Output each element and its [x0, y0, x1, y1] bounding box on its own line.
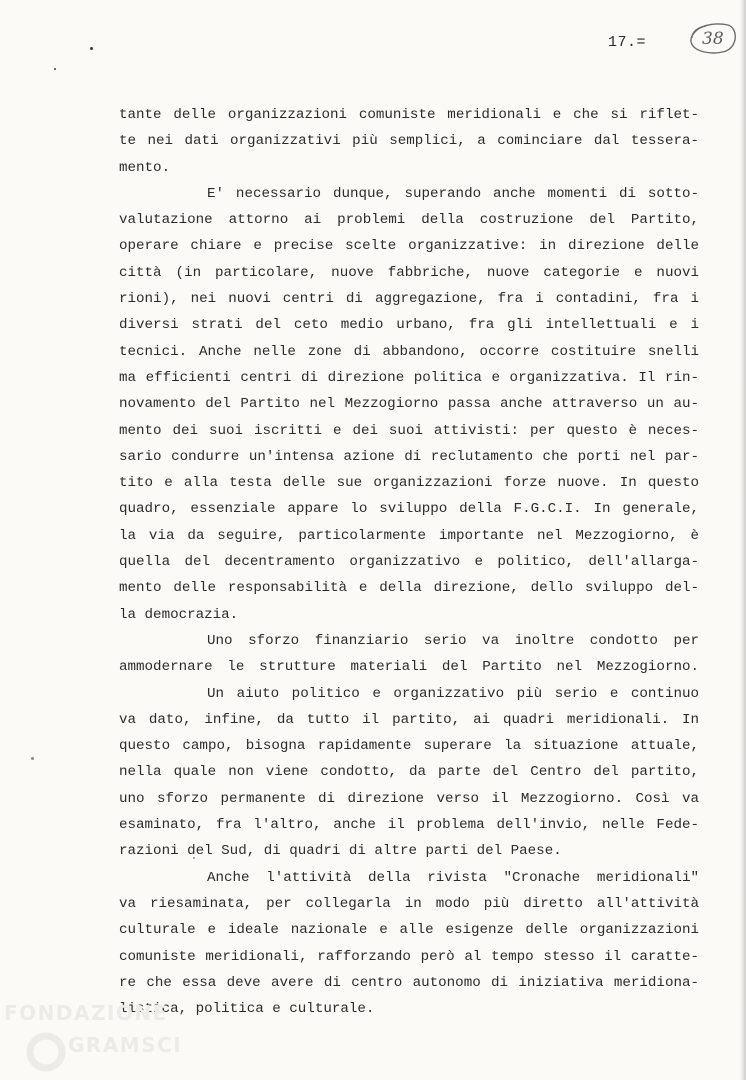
- text-line: nella quale non viene condotto, da parte del Centro del partito,: [119, 764, 699, 781]
- text-line: tante delle organizzazioni comuniste meridionali e che si riflet-: [119, 107, 699, 123]
- text-line: te nei dati organizzativi più semplici, a cominciare dal tessera-: [119, 133, 699, 150]
- text-line: la democrazia.: [119, 606, 239, 623]
- text-line: diversi strati del ceto medio urbano, fra gli intellettuali e i: [119, 317, 699, 334]
- text-line: razioni del Sud, di quadri di altre parti del Paese.: [119, 843, 562, 860]
- text-line: mento.: [119, 159, 171, 176]
- typed-text-body: [119, 102, 699, 1022]
- text-line: mento delle responsabilità e della direzione, dello sviluppo del-: [119, 580, 699, 597]
- text-line: va dato, infine, da tutto il partito, ai quadri meridionali. In: [119, 711, 699, 728]
- text-line: re che essa deve avere di centro autonomo di iniziativa meridiona-: [119, 974, 699, 991]
- text-line: esaminato, fra l'altro, anche il problema dell'invio, nelle Fede-: [119, 817, 699, 834]
- text-line: la via da seguire, particolarmente importante nel Mezzogiorno, è: [119, 527, 699, 544]
- text-line: tecnici. Anche nelle zone di abbandono, occorre costituire snelli: [119, 343, 699, 360]
- watermark-line-1: FONDAZIONE: [4, 1001, 168, 1025]
- text-line: uno sforzo permanente di direzione verso il Mezzogiorno. Così va: [119, 790, 699, 807]
- text-line: quadro, essenziale appare lo sviluppo della F.G.C.I. In generale,: [119, 501, 699, 518]
- text-line: listica, politica e culturale.: [119, 1001, 375, 1018]
- text-line: culturale e ideale nazionale e alle esigenze delle organizzazioni: [119, 922, 699, 939]
- handwritten-page-number: [686, 20, 738, 56]
- ink-speck: [54, 68, 56, 70]
- ink-speck: [31, 757, 34, 760]
- text-line: rioni), nei nuovi centri di aggregazione, fra i contadini, fra i: [119, 291, 699, 308]
- text-line: va riesaminata, per collegarla in modo più diretto all'attività: [119, 895, 699, 912]
- page-edge-shadow: [740, 0, 746, 1080]
- watermark-logo-mark: [30, 1036, 62, 1068]
- text-line: Anche l'attività della rivista "Cronache meridionali": [207, 869, 699, 886]
- ink-speck: [90, 47, 93, 50]
- text-line: mento dei suoi iscritti e dei suoi attivisti: per questo è neces-: [119, 422, 699, 439]
- text-line: novamento del Partito nel Mezzogiorno passa anche attraverso un au-: [119, 396, 699, 413]
- text-line: tito e alla testa delle sue organizzazioni forze nuove. In questo: [119, 475, 699, 492]
- text-line: sario condurre un'intensa azione di reclutamento che porti nel par-: [119, 448, 699, 465]
- text-line: città (in particolare, nuove fabbriche, nuove categorie e nuovi: [119, 264, 699, 281]
- page-number: 17.=: [608, 34, 647, 51]
- text-line: ammodernare le strutture materiali del Partito nel Mezzogiorno.: [119, 659, 699, 676]
- text-line: comuniste meridionali, rafforzando però al tempo stesso il caratte-: [119, 948, 699, 965]
- text-line: questo campo, bisogna rapidamente superare la situazione attuale,: [119, 738, 699, 755]
- text-line: valutazione attorno ai problemi della costruzione del Partito,: [119, 212, 699, 229]
- text-line: Uno sforzo finanziario serio va inoltre condotto per: [207, 632, 699, 649]
- watermark-line-2: GRAMSCI: [68, 1033, 183, 1057]
- text-line: Un aiuto politico e organizzativo più serio e continuo: [207, 685, 699, 702]
- text-line: E' necessario dunque, superando anche momenti di sotto-: [207, 185, 699, 202]
- text-line: operare chiare e precise scelte organizzative: in direzione delle: [119, 238, 699, 255]
- text-line: ma efficienti centri di direzione politica e organizzativa. Il rin-: [119, 369, 699, 386]
- handwritten-number-text: 38: [702, 29, 724, 49]
- text-line: quella del decentramento organizzativo e politico, dell'allarga-: [119, 554, 699, 571]
